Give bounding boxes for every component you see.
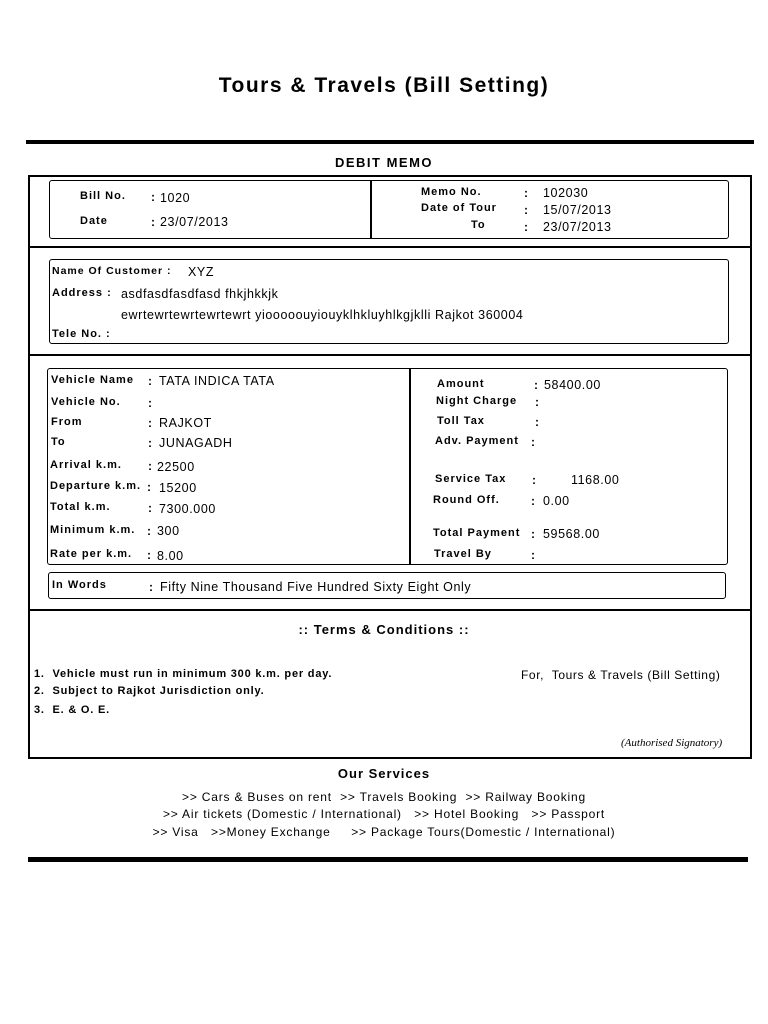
- from-label: From: [51, 416, 83, 428]
- adv-payment-label: Adv. Payment: [435, 435, 519, 447]
- in-words-value: Fifty Nine Thousand Five Hundred Sixty Eight Only: [160, 580, 472, 594]
- total-km-value: 7300.000: [159, 502, 216, 516]
- toll-tax-label: Toll Tax: [437, 415, 485, 427]
- colon: :: [524, 220, 528, 234]
- colon: :: [148, 396, 152, 410]
- date-of-tour-value: 15/07/2013: [543, 203, 612, 217]
- colon: :: [524, 203, 528, 217]
- address-label: Address :: [52, 287, 112, 299]
- term-item: 2. Subject to Rajkot Jurisdiction only.: [34, 685, 265, 697]
- total-payment-value: 59568.00: [543, 527, 600, 541]
- bill-no-label: Bill No.: [80, 190, 126, 202]
- date-value: 23/07/2013: [160, 215, 229, 229]
- colon: :: [147, 524, 151, 538]
- services-line: >> Air tickets (Domestic / International) >> Hotel Booking >> Passport: [162, 807, 606, 821]
- tour-to-label: To: [471, 219, 486, 231]
- service-tax-value: 1168.00: [571, 473, 620, 487]
- colon: :: [531, 548, 535, 562]
- from-value: RAJKOT: [159, 416, 212, 430]
- services-line: >> Visa >>Money Exchange >> Package Tours(Domestic / International): [152, 825, 616, 839]
- section-divider: [28, 354, 752, 356]
- colon: :: [531, 527, 535, 541]
- colon: :: [524, 186, 528, 200]
- bill-info-separator: [370, 180, 372, 239]
- section-divider: [28, 246, 752, 248]
- colon: :: [147, 480, 151, 494]
- colon: :: [148, 374, 152, 388]
- terms-heading: :: Terms & Conditions ::: [298, 622, 470, 637]
- tour-to-value: 23/07/2013: [543, 220, 612, 234]
- memo-no-label: Memo No.: [421, 186, 482, 198]
- round-off-value: 0.00: [543, 494, 570, 508]
- arrival-km-label: Arrival k.m.: [50, 459, 122, 471]
- arrival-km-value: 22500: [157, 460, 195, 474]
- to-label: To: [51, 436, 66, 448]
- travel-by-label: Travel By: [434, 548, 492, 560]
- date-of-tour-label: Date of Tour: [421, 202, 497, 214]
- bill-no-value: 1020: [160, 191, 191, 205]
- vehicle-name-label: Vehicle Name: [51, 374, 134, 386]
- night-charge-label: Night Charge: [436, 395, 518, 407]
- trip-charges-separator: [409, 368, 411, 565]
- round-off-label: Round Off.: [433, 494, 500, 506]
- minimum-km-value: 300: [157, 524, 180, 538]
- customer-name-label: Name Of Customer :: [52, 265, 172, 277]
- bill-info-box: [49, 180, 729, 239]
- amount-value: 58400.00: [544, 378, 601, 392]
- colon: :: [148, 501, 152, 515]
- colon: :: [148, 459, 152, 473]
- rate-per-km-label: Rate per k.m.: [50, 548, 133, 560]
- customer-name-value: XYZ: [188, 265, 215, 279]
- to-value: JUNAGADH: [159, 436, 233, 450]
- top-divider: [26, 140, 754, 144]
- total-km-label: Total k.m.: [50, 501, 111, 513]
- colon: :: [535, 395, 539, 409]
- colon: :: [147, 548, 151, 562]
- services-line: >> Cars & Buses on rent >> Travels Booking >> Railway Booking: [182, 790, 586, 804]
- tele-label: Tele No. :: [52, 328, 111, 340]
- debit-memo-heading: DEBIT MEMO: [334, 155, 434, 170]
- colon: :: [532, 473, 536, 487]
- date-label: Date: [80, 215, 108, 227]
- term-item: 3. E. & O. E.: [34, 704, 110, 716]
- colon: :: [148, 436, 152, 450]
- page-title: Tours & Travels (Bill Setting): [218, 74, 550, 97]
- departure-km-label: Departure k.m.: [50, 480, 142, 492]
- services-heading: Our Services: [337, 766, 431, 781]
- colon: :: [151, 190, 155, 204]
- colon: :: [151, 215, 155, 229]
- rate-per-km-value: 8.00: [157, 549, 184, 563]
- bottom-divider: [28, 857, 748, 862]
- colon: :: [148, 416, 152, 430]
- colon: :: [531, 435, 535, 449]
- authorised-signatory: (Authorised Signatory): [621, 737, 723, 749]
- colon: :: [531, 494, 535, 508]
- vehicle-name-value: TATA INDICA TATA: [159, 374, 275, 388]
- for-company-text: For, Tours & Travels (Bill Setting): [521, 668, 721, 682]
- departure-km-value: 15200: [159, 481, 197, 495]
- address-line-1: asdfasdfasdfasd fhkjhkkjk: [121, 287, 279, 301]
- minimum-km-label: Minimum k.m.: [50, 524, 136, 536]
- colon: :: [149, 580, 153, 594]
- term-item: 1. Vehicle must run in minimum 300 k.m. per day.: [34, 668, 333, 680]
- in-words-label: In Words: [52, 579, 107, 591]
- service-tax-label: Service Tax: [435, 473, 507, 485]
- section-divider: [28, 609, 752, 611]
- memo-no-value: 102030: [543, 186, 589, 200]
- colon: :: [534, 378, 538, 392]
- amount-label: Amount: [437, 378, 485, 390]
- total-payment-label: Total Payment: [433, 527, 521, 539]
- address-line-2: ewrtewrtewrtewrtewrt yiooooouyiouyklhkluyhlkgjklli Rajkot 360004: [121, 308, 524, 322]
- vehicle-no-label: Vehicle No.: [51, 396, 121, 408]
- colon: :: [535, 415, 539, 429]
